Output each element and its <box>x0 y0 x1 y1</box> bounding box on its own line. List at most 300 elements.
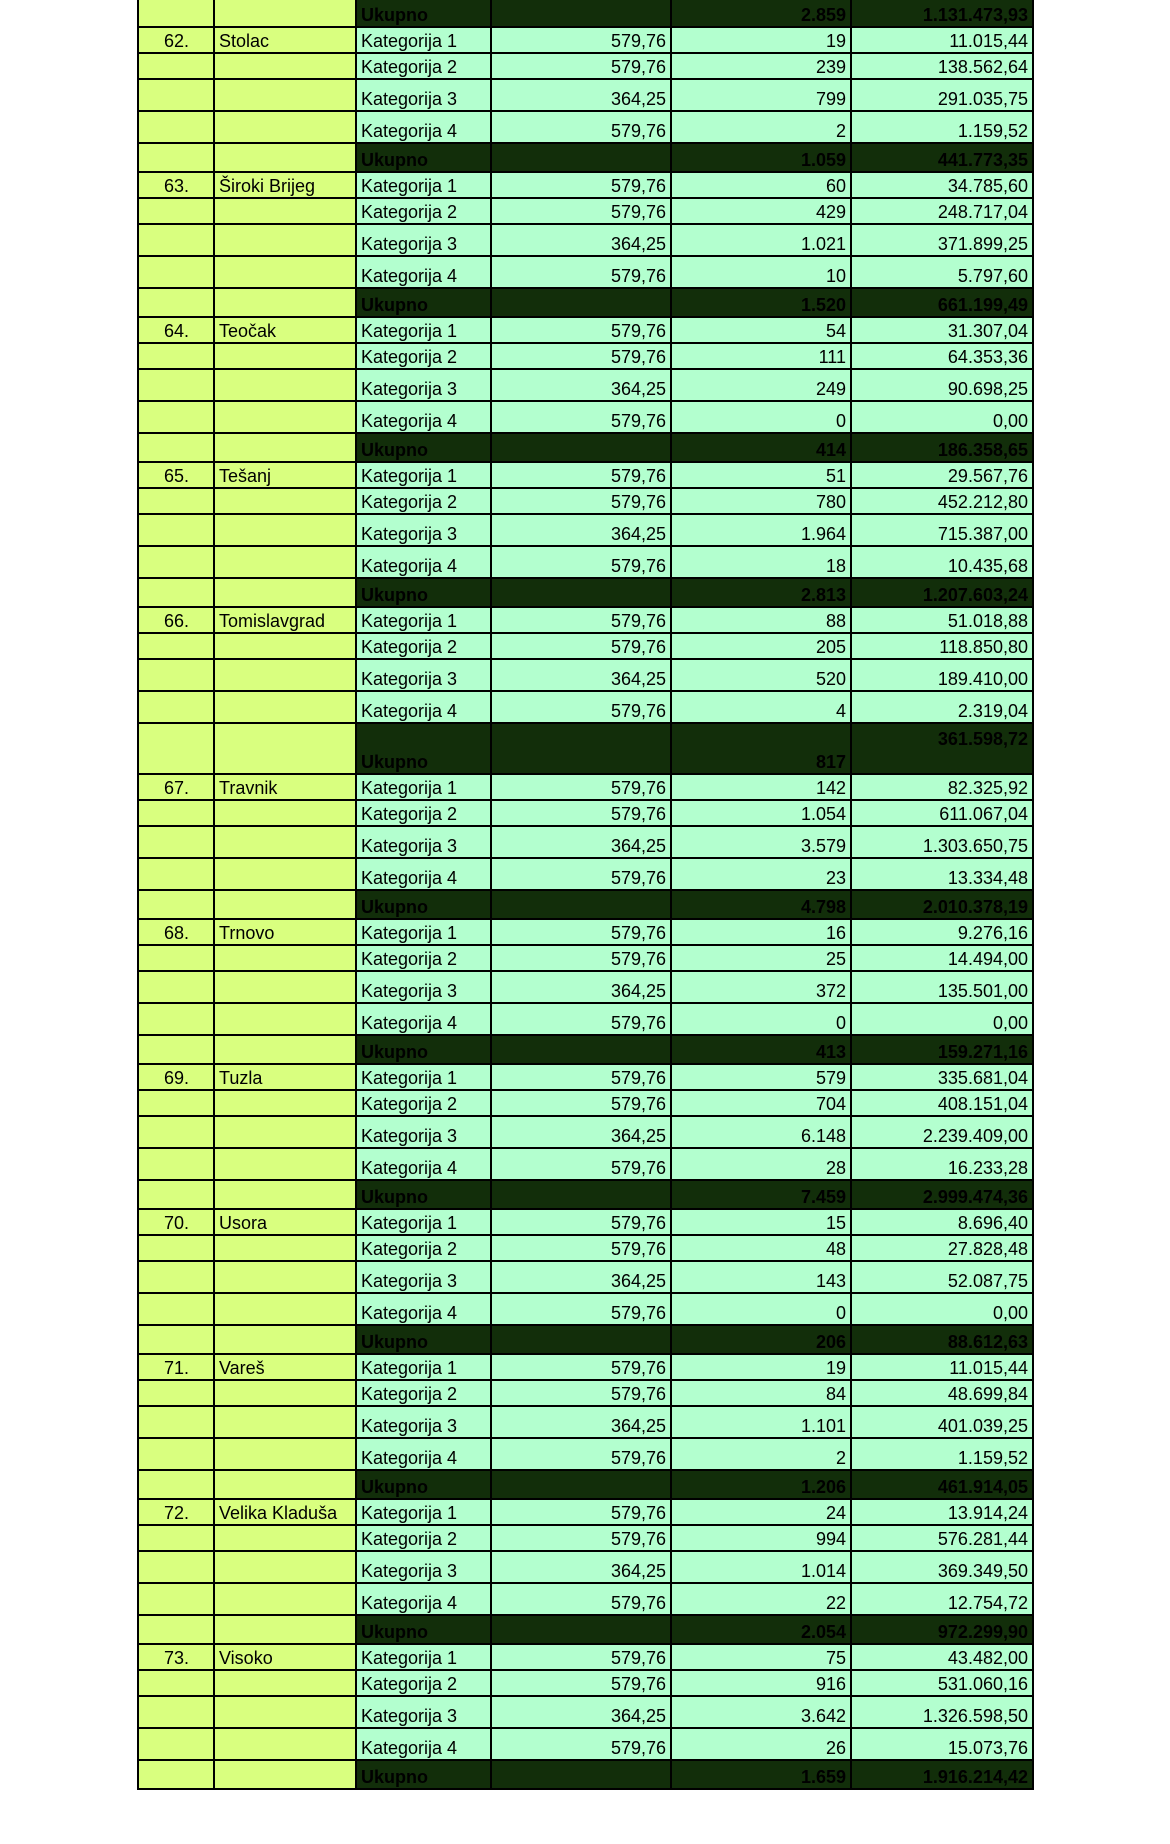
cell-count: 16 <box>671 919 851 945</box>
cell-municipality <box>214 1180 356 1209</box>
cell-amount: 34.785,60 <box>851 172 1033 198</box>
cell-municipality: Teočak <box>214 317 356 343</box>
cell-category: Kategorija 2 <box>356 488 491 514</box>
cell-number: 67. <box>138 774 214 800</box>
cell-category: Kategorija 3 <box>356 826 491 858</box>
cell-municipality <box>214 1003 356 1035</box>
cell-municipality <box>214 198 356 224</box>
cell-category: Kategorija 1 <box>356 462 491 488</box>
cell-rate <box>491 433 671 462</box>
cell-rate: 579,76 <box>491 488 671 514</box>
cell-rate <box>491 1470 671 1499</box>
cell-rate: 579,76 <box>491 343 671 369</box>
cell-municipality <box>214 546 356 578</box>
cell-amount: 1.159,52 <box>851 111 1033 143</box>
cell-rate: 579,76 <box>491 633 671 659</box>
cell-amount: 531.060,16 <box>851 1670 1033 1696</box>
cell-rate: 579,76 <box>491 1670 671 1696</box>
cell-municipality <box>214 1470 356 1499</box>
cell-municipality <box>214 1670 356 1696</box>
cell-total-count: 817 <box>671 723 851 774</box>
cell-rate <box>491 1325 671 1354</box>
cell-total-count: 2.813 <box>671 578 851 607</box>
cell-rate: 364,25 <box>491 1696 671 1728</box>
table-row <box>138 691 1033 723</box>
cell-municipality <box>214 971 356 1003</box>
cell-total-count: 1.659 <box>671 1760 851 1789</box>
cell-number <box>138 369 214 401</box>
cell-amount: 401.039,25 <box>851 1406 1033 1438</box>
cell-municipality <box>214 1293 356 1325</box>
cell-municipality <box>214 1615 356 1644</box>
cell-municipality: Široki Brijeg <box>214 172 356 198</box>
cell-category: Kategorija 2 <box>356 1525 491 1551</box>
cell-number <box>138 256 214 288</box>
cell-number <box>138 858 214 890</box>
cell-rate: 579,76 <box>491 800 671 826</box>
cell-municipality <box>214 1438 356 1470</box>
cell-count: 23 <box>671 858 851 890</box>
cell-number <box>138 1261 214 1293</box>
cell-amount: 452.212,80 <box>851 488 1033 514</box>
cell-count: 60 <box>671 172 851 198</box>
cell-number <box>138 143 214 172</box>
cell-rate: 579,76 <box>491 401 671 433</box>
cell-rate: 579,76 <box>491 607 671 633</box>
cell-municipality: Tuzla <box>214 1064 356 1090</box>
table-row <box>138 1064 1033 1090</box>
cell-category: Kategorija 3 <box>356 1116 491 1148</box>
cell-category: Kategorija 3 <box>356 1551 491 1583</box>
cell-category: Kategorija 4 <box>356 401 491 433</box>
table-row <box>138 1406 1033 1438</box>
cell-count: 1.014 <box>671 1551 851 1583</box>
cell-number <box>138 433 214 462</box>
cell-rate <box>491 0 671 27</box>
table-row-total <box>138 723 1033 774</box>
cell-number <box>138 1760 214 1789</box>
cell-number <box>138 1525 214 1551</box>
cell-amount: 0,00 <box>851 401 1033 433</box>
cell-count: 54 <box>671 317 851 343</box>
cell-rate: 579,76 <box>491 774 671 800</box>
cell-category: Kategorija 3 <box>356 369 491 401</box>
cell-number <box>138 578 214 607</box>
cell-municipality <box>214 224 356 256</box>
cell-amount: 369.349,50 <box>851 1551 1033 1583</box>
cell-number <box>138 79 214 111</box>
cell-category: Kategorija 4 <box>356 1438 491 1470</box>
cell-rate <box>491 1180 671 1209</box>
cell-rate <box>491 723 671 774</box>
cell-rate: 579,76 <box>491 691 671 723</box>
cell-rate: 579,76 <box>491 1293 671 1325</box>
cell-category: Kategorija 3 <box>356 659 491 691</box>
cell-municipality <box>214 633 356 659</box>
cell-count: 28 <box>671 1148 851 1180</box>
cell-amount: 82.325,92 <box>851 774 1033 800</box>
table-row <box>138 1583 1033 1615</box>
cell-count: 0 <box>671 1293 851 1325</box>
cell-number <box>138 800 214 826</box>
cell-rate: 579,76 <box>491 462 671 488</box>
cell-count: 994 <box>671 1525 851 1551</box>
cell-rate: 579,76 <box>491 919 671 945</box>
cell-amount: 13.334,48 <box>851 858 1033 890</box>
cell-category: Kategorija 2 <box>356 945 491 971</box>
cell-amount: 14.494,00 <box>851 945 1033 971</box>
cell-category: Kategorija 3 <box>356 514 491 546</box>
cell-total-amount: 972.299,90 <box>851 1615 1033 1644</box>
cell-rate: 364,25 <box>491 659 671 691</box>
cell-number <box>138 1583 214 1615</box>
cell-total-count: 4.798 <box>671 890 851 919</box>
cell-amount: 138.562,64 <box>851 53 1033 79</box>
cell-municipality <box>214 578 356 607</box>
table-row-total <box>138 578 1033 607</box>
table-row <box>138 1293 1033 1325</box>
table-row <box>138 971 1033 1003</box>
cell-number <box>138 1728 214 1760</box>
table-row <box>138 369 1033 401</box>
cell-count: 780 <box>671 488 851 514</box>
cell-rate: 579,76 <box>491 945 671 971</box>
cell-amount: 335.681,04 <box>851 1064 1033 1090</box>
cell-category: Kategorija 2 <box>356 1235 491 1261</box>
cell-municipality <box>214 1035 356 1064</box>
cell-total-amount: 661.199,49 <box>851 288 1033 317</box>
cell-number <box>138 198 214 224</box>
cell-count: 520 <box>671 659 851 691</box>
cell-municipality: Vareš <box>214 1354 356 1380</box>
cell-category: Kategorija 1 <box>356 607 491 633</box>
cell-amount: 11.015,44 <box>851 27 1033 53</box>
cell-category: Kategorija 1 <box>356 919 491 945</box>
cell-count: 51 <box>671 462 851 488</box>
cell-total-amount: 1.207.603,24 <box>851 578 1033 607</box>
table-row <box>138 317 1033 343</box>
cell-municipality <box>214 723 356 774</box>
cell-municipality <box>214 79 356 111</box>
cell-number: 65. <box>138 462 214 488</box>
cell-rate: 579,76 <box>491 1583 671 1615</box>
cell-rate: 364,25 <box>491 79 671 111</box>
cell-count: 249 <box>671 369 851 401</box>
table-row <box>138 27 1033 53</box>
cell-number <box>138 826 214 858</box>
cell-rate: 579,76 <box>491 858 671 890</box>
cell-amount: 576.281,44 <box>851 1525 1033 1551</box>
table-row <box>138 79 1033 111</box>
cell-number: 73. <box>138 1644 214 1670</box>
cell-rate: 579,76 <box>491 1209 671 1235</box>
cell-category: Kategorija 3 <box>356 224 491 256</box>
cell-count: 88 <box>671 607 851 633</box>
cell-amount: 248.717,04 <box>851 198 1033 224</box>
cell-total-amount: 159.271,16 <box>851 1035 1033 1064</box>
cell-amount: 13.914,24 <box>851 1499 1033 1525</box>
cell-rate: 579,76 <box>491 1090 671 1116</box>
table-row <box>138 1209 1033 1235</box>
cell-count: 22 <box>671 1583 851 1615</box>
cell-count: 143 <box>671 1261 851 1293</box>
cell-category: Kategorija 4 <box>356 1583 491 1615</box>
cell-count: 1.054 <box>671 800 851 826</box>
cell-amount: 291.035,75 <box>851 79 1033 111</box>
cell-number <box>138 111 214 143</box>
cell-number <box>138 546 214 578</box>
cell-municipality: Tešanj <box>214 462 356 488</box>
cell-total-label: Ukupno <box>356 143 491 172</box>
cell-count: 372 <box>671 971 851 1003</box>
cell-rate: 579,76 <box>491 1438 671 1470</box>
cell-number <box>138 1470 214 1499</box>
cell-municipality: Travnik <box>214 774 356 800</box>
cell-municipality: Usora <box>214 1209 356 1235</box>
cell-rate: 579,76 <box>491 172 671 198</box>
table-row <box>138 1380 1033 1406</box>
cell-municipality: Stolac <box>214 27 356 53</box>
cell-municipality <box>214 1696 356 1728</box>
cell-amount: 51.018,88 <box>851 607 1033 633</box>
cell-amount: 1.326.598,50 <box>851 1696 1033 1728</box>
cell-count: 15 <box>671 1209 851 1235</box>
cell-number <box>138 1380 214 1406</box>
cell-amount: 31.307,04 <box>851 317 1033 343</box>
cell-category: Kategorija 2 <box>356 1090 491 1116</box>
cell-municipality <box>214 890 356 919</box>
table-row <box>138 1525 1033 1551</box>
cell-municipality <box>214 143 356 172</box>
cell-municipality <box>214 1090 356 1116</box>
cell-municipality <box>214 659 356 691</box>
cell-total-count: 2.859 <box>671 0 851 27</box>
cell-municipality <box>214 691 356 723</box>
cell-count: 205 <box>671 633 851 659</box>
cell-number <box>138 1615 214 1644</box>
cell-category: Kategorija 2 <box>356 633 491 659</box>
cell-amount: 2.319,04 <box>851 691 1033 723</box>
cell-rate: 579,76 <box>491 1354 671 1380</box>
cell-number <box>138 514 214 546</box>
cell-number: 64. <box>138 317 214 343</box>
cell-rate: 364,25 <box>491 1406 671 1438</box>
cell-total-count: 1.520 <box>671 288 851 317</box>
table-row <box>138 462 1033 488</box>
table-row <box>138 1116 1033 1148</box>
table-row-total <box>138 1760 1033 1789</box>
cell-total-amount: 441.773,35 <box>851 143 1033 172</box>
cell-count: 19 <box>671 27 851 53</box>
cell-amount: 16.233,28 <box>851 1148 1033 1180</box>
cell-amount: 43.482,00 <box>851 1644 1033 1670</box>
cell-number: 68. <box>138 919 214 945</box>
cell-count: 3.579 <box>671 826 851 858</box>
table-row <box>138 1551 1033 1583</box>
cell-municipality <box>214 800 356 826</box>
cell-municipality <box>214 858 356 890</box>
cell-count: 0 <box>671 401 851 433</box>
cell-rate: 579,76 <box>491 1380 671 1406</box>
cell-category: Kategorija 1 <box>356 1354 491 1380</box>
cell-number <box>138 53 214 79</box>
cell-number <box>138 1406 214 1438</box>
cell-rate: 364,25 <box>491 514 671 546</box>
table-row-total <box>138 433 1033 462</box>
cell-category: Kategorija 2 <box>356 198 491 224</box>
cell-total-label: Ukupno <box>356 1760 491 1789</box>
cell-municipality: Visoko <box>214 1644 356 1670</box>
cell-category: Kategorija 1 <box>356 317 491 343</box>
cell-municipality: Velika Kladuša <box>214 1499 356 1525</box>
cell-number <box>138 659 214 691</box>
table-row <box>138 1728 1033 1760</box>
cell-amount: 371.899,25 <box>851 224 1033 256</box>
cell-category: Kategorija 3 <box>356 1696 491 1728</box>
cell-municipality <box>214 1116 356 1148</box>
cell-total-count: 1.059 <box>671 143 851 172</box>
cell-number <box>138 401 214 433</box>
cell-amount: 90.698,25 <box>851 369 1033 401</box>
cell-count: 1.021 <box>671 224 851 256</box>
cell-total-amount: 88.612,63 <box>851 1325 1033 1354</box>
table-row <box>138 401 1033 433</box>
table-row-total <box>138 0 1033 27</box>
cell-number <box>138 0 214 27</box>
cell-rate: 579,76 <box>491 27 671 53</box>
cell-number: 69. <box>138 1064 214 1090</box>
table-row <box>138 488 1033 514</box>
cell-municipality <box>214 288 356 317</box>
cell-category: Kategorija 3 <box>356 79 491 111</box>
cell-amount: 8.696,40 <box>851 1209 1033 1235</box>
cell-municipality <box>214 1551 356 1583</box>
cell-rate: 579,76 <box>491 1499 671 1525</box>
cell-total-count: 206 <box>671 1325 851 1354</box>
cell-total-label: Ukupno <box>356 1615 491 1644</box>
cell-count: 3.642 <box>671 1696 851 1728</box>
table-row-total <box>138 1325 1033 1354</box>
cell-number <box>138 343 214 369</box>
cell-category: Kategorija 4 <box>356 1293 491 1325</box>
table-row <box>138 1261 1033 1293</box>
cell-count: 24 <box>671 1499 851 1525</box>
cell-number: 72. <box>138 1499 214 1525</box>
cell-rate <box>491 143 671 172</box>
cell-category: Kategorija 4 <box>356 1728 491 1760</box>
cell-municipality <box>214 369 356 401</box>
cell-municipality <box>214 1728 356 1760</box>
cell-number <box>138 1551 214 1583</box>
table-row <box>138 858 1033 890</box>
cell-municipality <box>214 945 356 971</box>
cell-total-label: Ukupno <box>356 1325 491 1354</box>
table-row <box>138 607 1033 633</box>
cell-total-count: 2.054 <box>671 1615 851 1644</box>
cell-municipality <box>214 488 356 514</box>
cell-rate: 364,25 <box>491 826 671 858</box>
cell-category: Kategorija 3 <box>356 1406 491 1438</box>
cell-amount: 5.797,60 <box>851 256 1033 288</box>
cell-rate: 579,76 <box>491 256 671 288</box>
cell-count: 916 <box>671 1670 851 1696</box>
cell-number <box>138 1235 214 1261</box>
cell-amount: 0,00 <box>851 1293 1033 1325</box>
cell-amount: 11.015,44 <box>851 1354 1033 1380</box>
cell-rate: 579,76 <box>491 1235 671 1261</box>
cell-municipality <box>214 53 356 79</box>
cell-municipality <box>214 826 356 858</box>
cell-total-label: Ukupno <box>356 1180 491 1209</box>
cell-municipality: Trnovo <box>214 919 356 945</box>
cell-total-label: Ukupno <box>356 288 491 317</box>
cell-amount: 27.828,48 <box>851 1235 1033 1261</box>
table-row-total <box>138 1035 1033 1064</box>
cell-number <box>138 1696 214 1728</box>
cell-category: Kategorija 1 <box>356 1644 491 1670</box>
cell-amount: 408.151,04 <box>851 1090 1033 1116</box>
table-row <box>138 198 1033 224</box>
table-row <box>138 800 1033 826</box>
table-row <box>138 1003 1033 1035</box>
cell-category: Kategorija 1 <box>356 1209 491 1235</box>
cell-amount: 1.303.650,75 <box>851 826 1033 858</box>
cell-rate <box>491 578 671 607</box>
cell-number <box>138 224 214 256</box>
cell-number <box>138 1670 214 1696</box>
cell-total-amount: 2.010.378,19 <box>851 890 1033 919</box>
cell-total-label: Ukupno <box>356 890 491 919</box>
cell-municipality: Tomislavgrad <box>214 607 356 633</box>
cell-rate: 579,76 <box>491 111 671 143</box>
cell-total-label: Ukupno <box>356 578 491 607</box>
cell-count: 19 <box>671 1354 851 1380</box>
table-row <box>138 1670 1033 1696</box>
cell-category: Kategorija 1 <box>356 172 491 198</box>
cell-municipality <box>214 401 356 433</box>
cell-count: 111 <box>671 343 851 369</box>
cell-count: 84 <box>671 1380 851 1406</box>
cell-municipality <box>214 1261 356 1293</box>
cell-rate: 364,25 <box>491 971 671 1003</box>
cell-category: Kategorija 4 <box>356 858 491 890</box>
cell-count: 2 <box>671 1438 851 1470</box>
cell-total-amount: 1.131.473,93 <box>851 0 1033 27</box>
cell-number <box>138 1116 214 1148</box>
cell-number <box>138 1293 214 1325</box>
cell-amount: 48.699,84 <box>851 1380 1033 1406</box>
cell-rate <box>491 1035 671 1064</box>
cell-total-label: Ukupno <box>356 723 491 774</box>
table-row <box>138 1696 1033 1728</box>
cell-municipality <box>214 514 356 546</box>
cell-total-label: Ukupno <box>356 1035 491 1064</box>
cell-count: 799 <box>671 79 851 111</box>
cell-amount: 15.073,76 <box>851 1728 1033 1760</box>
cell-total-amount: 461.914,05 <box>851 1470 1033 1499</box>
cell-amount: 1.159,52 <box>851 1438 1033 1470</box>
table-row <box>138 826 1033 858</box>
cell-category: Kategorija 4 <box>356 111 491 143</box>
cell-number <box>138 971 214 1003</box>
cell-category: Kategorija 1 <box>356 774 491 800</box>
table-row <box>138 1499 1033 1525</box>
cell-count: 429 <box>671 198 851 224</box>
cell-amount: 64.353,36 <box>851 343 1033 369</box>
cell-category: Kategorija 4 <box>356 1003 491 1035</box>
cell-category: Kategorija 1 <box>356 1499 491 1525</box>
cell-category: Kategorija 1 <box>356 1064 491 1090</box>
